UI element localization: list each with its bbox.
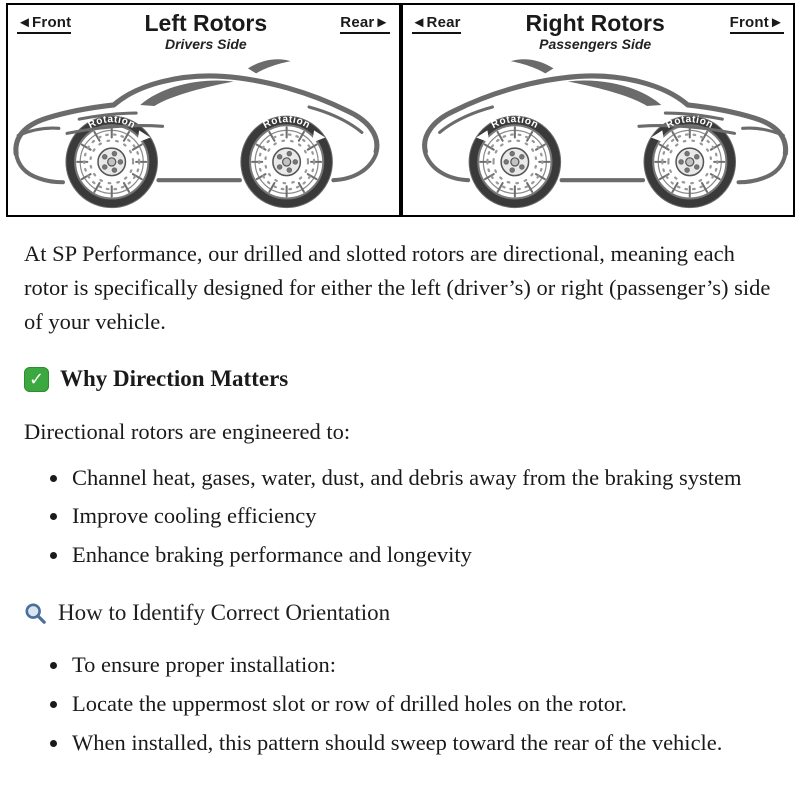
- left-rotors-panel: [6, 3, 401, 217]
- why-direction-lead: Directional rotors are engineered to:: [24, 418, 351, 444]
- rear-direction-label: Rear►: [340, 14, 389, 34]
- svg-text:Rotation: Rotation: [489, 114, 540, 132]
- why-direction-heading-text: Why Direction Matters: [60, 366, 289, 392]
- magnifier-icon: [24, 602, 47, 625]
- article-content: [0, 217, 800, 794]
- left-car-illustration: [8, 48, 399, 215]
- identify-orientation-heading-text: How to Identify Correct Orientation: [58, 599, 391, 625]
- right-panel-subtitle: Passengers Side: [539, 36, 652, 53]
- left-panel-title: Left Rotors: [144, 10, 268, 36]
- left-panel-subtitle: Drivers Side: [164, 36, 247, 53]
- front-direction-label: Front►: [730, 14, 784, 34]
- svg-text:Rotation: Rotation: [86, 114, 138, 132]
- bullet-item: • Channel heat, gases, water, dust, and debris away from the braking system: [70, 461, 774, 495]
- right-panel-header: [403, 5, 794, 52]
- bullet-item: • Enhance braking performance and longevity: [70, 538, 774, 572]
- rear-direction-label: ◄Rear: [412, 14, 461, 34]
- arrow-left-icon: ◄: [17, 14, 33, 31]
- identify-orientation-list: [24, 648, 774, 759]
- right-car-illustration: [403, 48, 794, 215]
- intro-paragraph: At SP Performance, our drilled and slotted rotors are directional, meaning each rotor is specifically designed for either the left (driver’s) or right (passenger’s) side of your vehicle.: [24, 241, 771, 334]
- bullet-item: • Locate the uppermost slot or row of drilled holes on the rotor.: [70, 687, 774, 721]
- right-panel-title: Right Rotors: [525, 10, 665, 36]
- identify-orientation-heading: [24, 596, 774, 631]
- bullet-item: • Improve cooling efficiency: [70, 499, 774, 533]
- left-panel-header: [8, 5, 399, 52]
- check-icon: ✓: [24, 367, 49, 392]
- why-direction-list: [24, 461, 774, 572]
- right-rotors-panel: [401, 3, 796, 217]
- arrow-right-icon: ►: [768, 14, 784, 31]
- svg-text:Rotation: Rotation: [664, 114, 715, 132]
- arrow-right-icon: ►: [374, 14, 390, 31]
- arrow-left-icon: ◄: [411, 14, 427, 31]
- bullet-item: • To ensure proper installation:: [70, 648, 774, 682]
- svg-text:Rotation: Rotation: [261, 114, 312, 132]
- front-direction-label: ◄Front: [17, 14, 71, 34]
- why-direction-heading: [24, 362, 774, 397]
- rotor-diagram: [0, 0, 800, 217]
- bullet-item: • When installed, this pattern should sweep toward the rear of the vehicle.: [70, 726, 774, 760]
